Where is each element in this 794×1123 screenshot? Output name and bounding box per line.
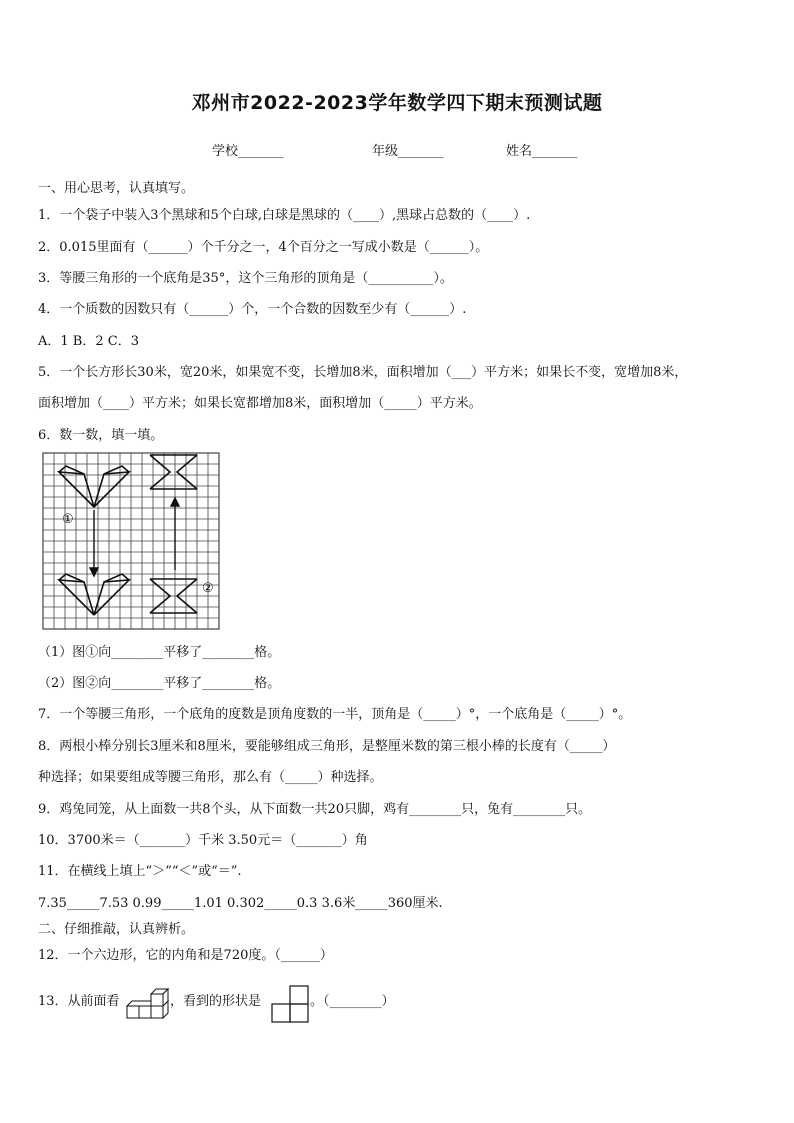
grade-field[interactable]: 年级_______ — [372, 144, 444, 159]
front-view-figure — [270, 984, 310, 1024]
question-13-suffix: 。（________） — [310, 994, 395, 1009]
question-4-options: A．1 B．2 C．3 — [38, 334, 139, 349]
question-9: 9．鸡兔同笼，从上面数一共8个头，从下面数一共20只脚，鸡有________只，兔有________只。 — [38, 802, 592, 817]
question-13-prefix: 13．从前面看 — [38, 994, 120, 1009]
question-6-sub2: （2）图②向________平移了________格。 — [38, 676, 281, 691]
translation-grid-figure — [42, 452, 222, 634]
question-11: 11．在横线上填上“＞”“＜”或“＝”. — [38, 864, 242, 879]
question-7: 7．一个等腰三角形，一个底角的度数是顶角度数的一半，顶角是（_____）°，一个底角是（_____）°。 — [38, 707, 632, 722]
shape-1-label: ① — [62, 512, 74, 527]
shape-1-butterfly — [59, 466, 129, 507]
cube-stack-figure — [126, 984, 170, 1024]
question-12: 12．一个六边形，它的内角和是720度。（______） — [38, 948, 333, 963]
question-6: 6．数一数，填一填。 — [38, 428, 164, 443]
question-4: 4．一个质数的因数只有（______）个，一个合数的因数至少有（______）. — [38, 302, 467, 317]
question-8-line1: 8．两根小棒分别长3厘米和8厘米，要能够组成三角形，是整厘米数的第三根小棒的长度有（_____） — [38, 739, 616, 754]
section1-heading: 一、用心思考，认真填写。 — [38, 181, 195, 196]
question-5-line2: 面积增加（____）平方米；如果长宽都增加8米，面积增加（_____）平方米。 — [38, 396, 482, 411]
question-6-sub1: （1）图①向________平移了________格。 — [38, 645, 281, 660]
question-2: 2．0.015里面有（______）个千分之一，4个百分之一写成小数是（______）。 — [38, 240, 489, 255]
name-field[interactable]: 姓名_______ — [506, 144, 578, 159]
shape-1-translated — [59, 574, 129, 615]
school-field[interactable]: 学校_______ — [212, 144, 284, 159]
question-3: 3．等腰三角形的一个底角是35°，这个三角形的顶角是（__________）。 — [38, 271, 453, 286]
question-1: 1．一个袋子中装入3个黑球和5个白球,白球是黑球的（____）,黑球占总数的（____）. — [38, 208, 531, 223]
question-5-line1: 5．一个长方形长30米，宽20米，如果宽不变，长增加8米，面积增加（___）平方米；如果长不变，宽增加8米， — [38, 365, 688, 380]
question-13-middle: ，看到的形状是 — [170, 994, 262, 1009]
shape-2-label: ② — [202, 581, 214, 596]
section2-heading: 二、仔细推敲，认真辨析。 — [38, 922, 195, 937]
page-title: 邓州市2022-2023学年数学四下期末预测试题 — [191, 92, 603, 114]
shape-2-top — [150, 455, 197, 489]
question-8-line2: 种选择；如果要组成等腰三角形，那么有（_____）种选择。 — [38, 770, 383, 785]
question-11-items: 7.35_____7.53 0.99_____1.01 0.302_____0.3 3.6米_____360厘米. — [38, 896, 443, 911]
question-10: 10．3700米＝（_______）千米 3.50元＝（_______）角 — [38, 833, 368, 848]
